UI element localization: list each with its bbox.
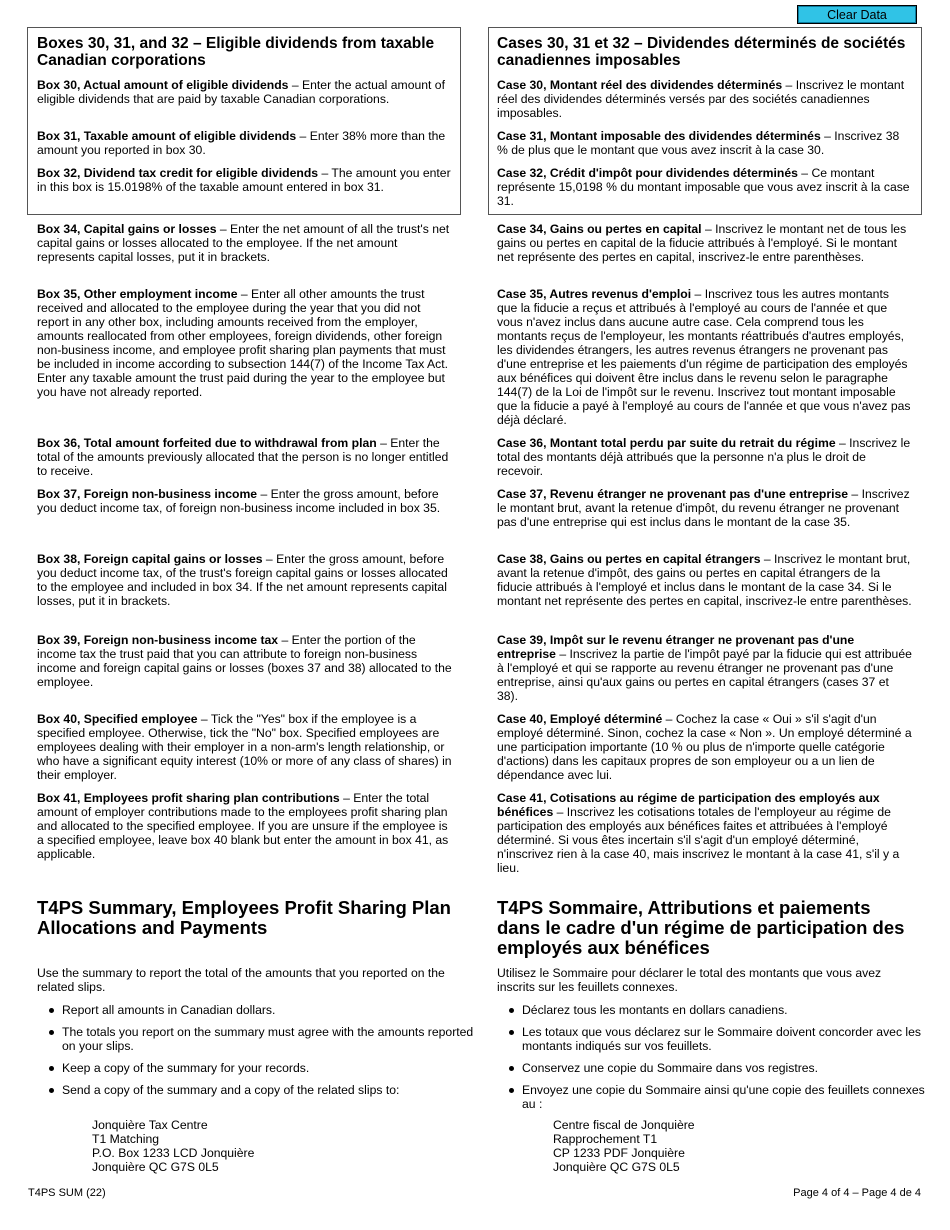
case-40-fr: Case 40, Employé déterminé – Cochez la case « Oui » s'il s'agit d'un employé déterminé. Sinon, cochez la case « Non ». Un employé déterminé a une participation importante (10 % ou plus de n'importe quelle catégorie d'actions) dans les capitaux propres de son employeur ou a un lien de dépendance avec lui. [497, 712, 912, 782]
box-37-en: Box 37, Foreign non-business income – Enter the gross amount, before you deduct income tax, of foreign non-business income included in box 35. [37, 487, 441, 515]
box-title-en: Boxes 30, 31, and 32 – Eligible dividends from taxable Canadian corporations [37, 35, 435, 69]
case-39-fr: Case 39, Impôt sur le revenu étranger ne provenant pas d'une entreprise – Inscrivez la partie de l'impôt payé par la fiducie qui est attribuée à l'employé et qui se rapporte au revenu étranger ne provenant pas d'une entreprise, ainsi qu'aux gains ou pertes en capital étrangers (cases 37 et 38). [497, 633, 912, 703]
summary-bullets-en [37, 1003, 477, 1105]
mailing-address-fr [553, 1118, 853, 1174]
bullet-item: The totals you report on the summary must agree with the amounts reported on your slips. [62, 1025, 477, 1053]
summary-intro-en: Use the summary to report the total of the amounts that you reported on the related slips. [37, 966, 445, 994]
page-number: Page 4 of 4 – Page 4 de 4 [793, 1187, 921, 1199]
summary-intro-fr: Utilisez le Sommaire pour déclarer le total des montants que vous avez inscrits sur les feuillets connexes. [497, 966, 882, 994]
box-32-en: Box 32, Dividend tax credit for eligible dividends – The amount you enter in this box is 15.0198% of the taxable amount entered in box 31. [37, 166, 451, 194]
address-line: Jonquière QC G7S 0L5 [553, 1160, 680, 1174]
box-39-en: Box 39, Foreign non-business income tax – Enter the portion of the income tax the trust paid that you can attribute to foreign non-business income and foreign capital gains or losses (boxes 37 and 38) allocated to the employee. [37, 633, 452, 689]
bullet-item: Report all amounts in Canadian dollars. [62, 1003, 477, 1017]
address-line: T1 Matching [92, 1132, 160, 1146]
summary-title-fr: T4PS Sommaire, Attributions et paiements dans le cadre d'un régime de participation des employés aux bénéfices [497, 897, 905, 958]
address-line: Jonquière QC G7S 0L5 [92, 1160, 219, 1174]
bullet-item: Keep a copy of the summary for your records. [62, 1061, 477, 1075]
form-identifier: T4PS SUM (22) [28, 1187, 106, 1199]
bullet-item: Envoyez une copie du Sommaire ainsi qu'une copie des feuillets connexes au : [522, 1083, 937, 1111]
box-36-en: Box 36, Total amount forfeited due to withdrawal from plan – Enter the total of the amounts previously allocated that the person is no longer entitled to receive. [37, 436, 449, 478]
case-31-fr: Case 31, Montant imposable des dividendes déterminés – Inscrivez 38 % de plus que le montant que vous avez inscrit à la case 30. [497, 129, 900, 157]
bullet-item: Conservez une copie du Sommaire dans vos registres. [522, 1061, 937, 1075]
box-35-en: Box 35, Other employment income – Enter all other amounts the trust received and allocated to the employee during the year that you did not report in any other box, including amounts received from the employer, amounts reallocated from other employees, foreign dividends, other foreign non-business income, and employee profit sharing plan payments that must be included in income according to subsection 144(7) of the Income Tax Act. Enter any taxable amount the trust paid during the year to the employee but you have not already reported. [37, 287, 449, 399]
case-41-fr: Case 41, Cotisations au régime de participation des employés aux bénéfices – Inscrivez les cotisations totales de l'employeur au régime de participation des employés aux bénéfices faites et attribuées à l'employé déterminé. Si vous êtes incertain s'il s'agit d'un employé déterminé, n'inscrivez rien à la case 40, mais inscrivez le montant à la case 41, s'il y a lieu. [497, 791, 900, 875]
bullet-item: Send a copy of the summary and a copy of the related slips to: [62, 1083, 477, 1097]
case-37-fr: Case 37, Revenu étranger ne provenant pas d'une entreprise – Inscrivez le montant brut, avant la retenue d'impôt, du revenu étranger ne provenant pas d'une entreprise qui est inclus dans le montant de la case 35. [497, 487, 910, 529]
address-line: CP 1233 PDF Jonquière [553, 1146, 685, 1160]
summary-title-en: T4PS Summary, Employees Profit Sharing Plan Allocations and Payments [37, 897, 451, 938]
clear-data-button[interactable]: Clear Data [797, 5, 917, 24]
box-40-en: Box 40, Specified employee – Tick the "Yes" box if the employee is a specified employee. Otherwise, tick the "No" box. Specified employees are employees dealing with their employer in a non-arm's length relationship, or who have a significant equity interest (10% or more of any class of shares) in their employer. [37, 712, 452, 782]
box-34-en: Box 34, Capital gains or losses – Enter the net amount of all the trust's net capital gains or losses allocated to the employee. If the net amount represents capital losses, put it in brackets. [37, 222, 450, 264]
summary-bullets-fr [497, 1003, 937, 1119]
case-32-fr: Case 32, Crédit d'impôt pour dividendes déterminés – Ce montant représente 15,0198 % du montant imposable que vous avez inscrit à la case 31. [497, 166, 910, 208]
case-36-fr: Case 36, Montant total perdu par suite du retrait du régime – Inscrivez le total des montants déjà attribués que la personne n'a plus le droit de recevoir. [497, 436, 911, 478]
address-line: Rapprochement T1 [553, 1132, 658, 1146]
box-30-en: Box 30, Actual amount of eligible dividends – Enter the actual amount of eligible dividends that are paid by taxable Canadian corporations. [37, 78, 445, 106]
box-38-en: Box 38, Foreign capital gains or losses – Enter the gross amount, before you deduct income tax, of the trust's foreign capital gains or losses allocated to the employee and included in box 34. If the net amount represents capital losses, put it in brackets. [37, 552, 448, 608]
bullet-item: Les totaux que vous déclarez sur le Sommaire doivent concorder avec les montants indiqués sur vos feuillets. [522, 1025, 937, 1053]
address-line: Jonquière Tax Centre [92, 1118, 208, 1132]
bullet-item: Déclarez tous les montants en dollars canadiens. [522, 1003, 937, 1017]
case-38-fr: Case 38, Gains ou pertes en capital étrangers – Inscrivez le montant brut, avant la retenue d'impôt, des gains ou pertes en capital étrangers de la fiducie attribués à l'employé et inclus dans le montant de la case 34. Si le montant net représente des pertes en capital, inscrivez-le entre parenthèses. [497, 552, 912, 608]
case-35-fr: Case 35, Autres revenus d'emploi – Inscrivez tous les autres montants que la fiducie a reçus et attribués à l'employé au cours de l'année et que vous n'avez inclus dans aucune autre case. Cela comprend tous les montants reçus de l'employeur, les montants réattribués d'autres employés, les dividendes étrangers, les autres revenus étrangers ne provenant pas d'une entreprise et les paiements d'un régime de participation des employés aux bénéfices qui doivent être inclus dans le revenu selon le paragraphe 144(7) de la Loi de l'impôt sur le revenu. Inscrivez tout montant imposable que la fiducie a payé à l'employé au cours de l'année et que vous n'avez pas déjà déclaré. [497, 287, 911, 427]
box-31-en: Box 31, Taxable amount of eligible dividends – Enter 38% more than the amount you reported in box 30. [37, 129, 446, 157]
case-30-fr: Case 30, Montant réel des dividendes déterminés – Inscrivez le montant réel des dividendes déterminés versés par des sociétés canadiennes imposables. [497, 78, 905, 120]
box-title-fr: Cases 30, 31 et 32 – Dividendes déterminés de sociétés canadiennes imposables [497, 35, 906, 69]
case-34-fr: Case 34, Gains ou pertes en capital – Inscrivez le montant net de tous les gains ou pertes en capital de la fiducie attribués à l'employé. Si le montant net représente des pertes en capital, inscrivez-le entre parenthèses. [497, 222, 907, 264]
mailing-address-en [92, 1118, 392, 1174]
address-line: P.O. Box 1233 LCD Jonquière [92, 1146, 255, 1160]
box-41-en: Box 41, Employees profit sharing plan contributions – Enter the total amount of employer contributions made to the employees profit sharing plan and allocated to the specified employee. If you are unsure if the employee is a specified employee, leave box 40 blank but enter the amount in box 41, as applicable. [37, 791, 449, 861]
address-line: Centre fiscal de Jonquière [553, 1118, 695, 1132]
